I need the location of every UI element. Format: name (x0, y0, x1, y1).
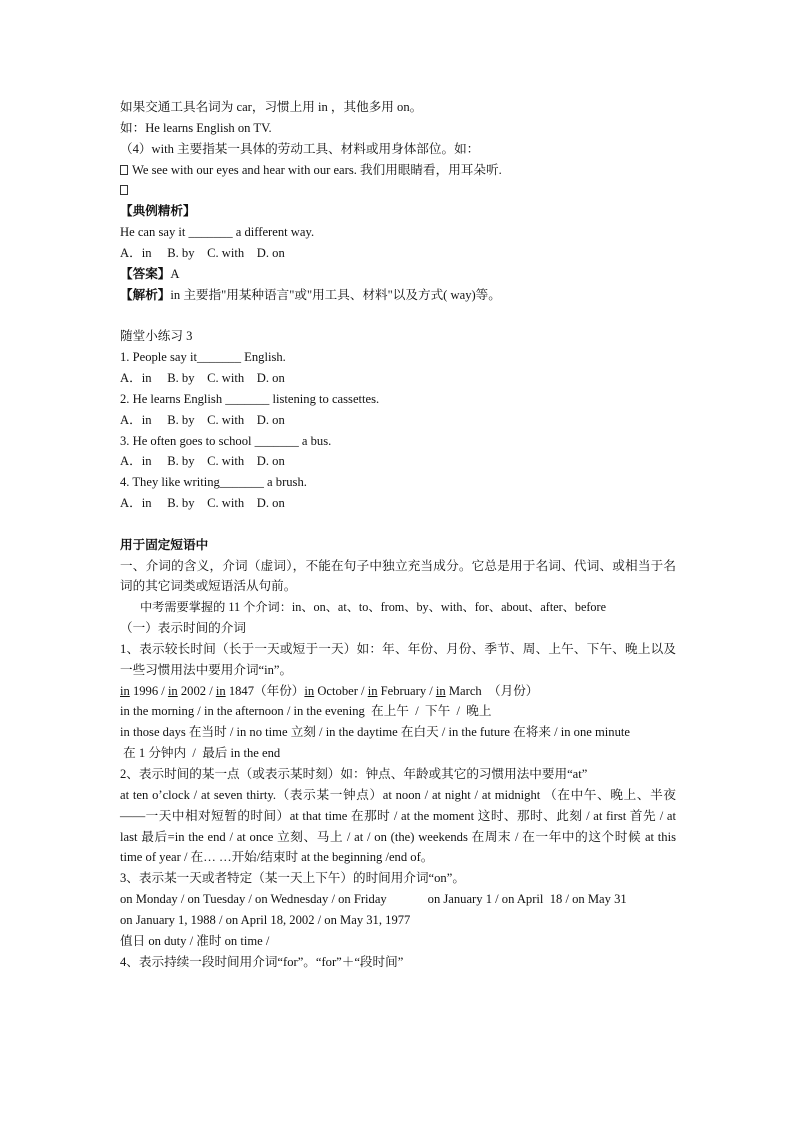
paragraph: on January 1, 1988 / on April 18, 2002 / on May 31, 1977 (120, 912, 411, 927)
paragraph: at ten o’clock / at seven thirty.（表示某一钟点）at noon / at night / at midnight （在中午、晚上、半夜——一天中相对短暂的时间）at that time 在那时 / at the moment 这时、那时、此刻 / at first 首先 / at last 最后=in the end / at once 立刻、马上 / at / on (the) weekends 在周末 / 在一年中的这个时候 at this time of year / 在… …开始/结束时 at the beginning /end of。 (120, 787, 676, 865)
spacer (120, 514, 676, 535)
text-line (120, 160, 676, 181)
example-sentence: We see with our eyes and hear with our ears. 我们用眼睛看，用耳朵听. (132, 162, 502, 177)
checkbox-glyph-icon (120, 165, 128, 175)
underlined-word: in (167, 683, 178, 698)
paragraph: in those days 在当时 / in no time 立刻 / in the daytime 在白天 / in the future 在将来 / in one minute (120, 725, 630, 740)
options: A．in B. by C. with D. on (120, 412, 285, 427)
text-span: October / (314, 683, 368, 698)
paragraph: on Monday / on Tuesday / on Wednesday / on Friday on January 1 / on April 18 / on May 31 (120, 892, 627, 907)
paragraph: 一、介词的含义，介词（虚词），不能在句子中独立充当成分。它总是用于名词、代词、或相当于名词的其它词类或短语活从句前。 (120, 558, 676, 594)
answer-line (120, 264, 676, 285)
spacer (120, 305, 676, 326)
options: A．in B. by C. with D. on (120, 496, 285, 511)
answer-value: A (170, 266, 180, 281)
explanation-label: 【解析】 (120, 287, 171, 302)
underlined-word: in (435, 683, 446, 698)
paragraph: 在 1 分钟内 / 最后 in the end (120, 746, 281, 761)
text-span: 1996 / (129, 683, 168, 698)
underlined-word: in (367, 683, 378, 698)
paragraph: 3、表示某一天或者特定（某一天上下午）的时间用介词“on”。 (120, 871, 465, 886)
text-span: March （月份） (445, 683, 539, 698)
paragraph: 4、表示持续一段时间用介词“for”。“for”＋“段时间” (120, 954, 404, 969)
options: A．in B. by C. with D. on (120, 245, 285, 260)
explanation-line (120, 285, 676, 306)
paragraph: 中考需要掌握的 11 个介词：in、on、at、to、from、by、with、for、about、after、before (140, 600, 606, 615)
question: He can say it _______ a different way. (120, 225, 315, 240)
explanation-text: in 主要指"用某种语言"或"用工具、材料"以及方式( way)等。 (170, 287, 501, 302)
paragraph: 1、表示较长时间（长于一天或短于一天）如：年、年份、月份、季节、周、上午、下午、晚上以及一些习惯用法中要用介词“in”。 (120, 641, 676, 677)
text-line: 如果交通工具名词为 car，习惯上用 in ，其他多用 on。 (120, 100, 423, 114)
answer-label: 【答案】 (120, 266, 171, 281)
paragraph: （一）表示时间的介词 (120, 621, 246, 636)
text-line (120, 180, 676, 201)
paragraph (120, 681, 676, 702)
text-line: （4）with 主要指某一具体的劳动工具、材料或用身体部位。如： (120, 141, 480, 156)
text-line: 如：He learns English on TV. (120, 120, 272, 135)
exercise-title: 随堂小练习 3 (120, 329, 193, 344)
section-heading: 【典例精析】 (120, 204, 196, 219)
text-span: 1847（年份） (225, 683, 305, 698)
underlined-word: in (215, 683, 226, 698)
options: A．in B. by C. with D. on (120, 370, 285, 385)
options: A．in B. by C. with D. on (120, 454, 285, 469)
checkbox-glyph-icon (120, 185, 128, 195)
paragraph: 值日 on duty / 准时 on time / (120, 933, 270, 948)
underlined-word: in (304, 683, 315, 698)
question: 1. People say it_______ English. (120, 350, 286, 365)
question: 2. He learns English _______ listening to cassettes. (120, 391, 380, 406)
text-span: February / (377, 683, 436, 698)
underlined-word: in (120, 683, 130, 698)
section-heading: 用于固定短语中 (120, 537, 209, 552)
document-page (120, 97, 676, 972)
paragraph: 2、表示时间的某一点（或表示某时刻）如：钟点、年龄或其它的习惯用法中要用“at” (120, 767, 588, 781)
question: 4. They like writing_______ a brush. (120, 475, 307, 490)
paragraph: in the morning / in the afternoon / in the evening 在上午 / 下午 / 晚上 (120, 704, 492, 719)
question: 3. He often goes to school _______ a bus. (120, 433, 332, 448)
text-span: 2002 / (177, 683, 216, 698)
